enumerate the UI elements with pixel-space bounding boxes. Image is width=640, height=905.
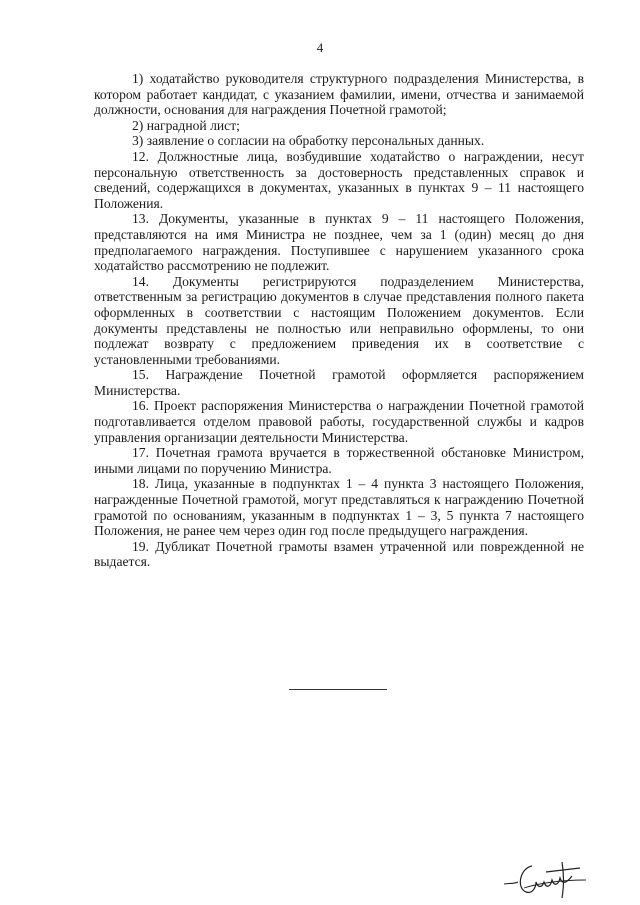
paragraph-subitem-1: 1) ходатайство руководителя структурного подразделения Министерства, в котором работает кандидат, с указанием фамилии, имени, отчества и занимаемой должности, основания для награждения Почетной грамотой; bbox=[94, 71, 584, 118]
paragraph-subitem-3: 3) заявление о согласии на обработку персональных данных. bbox=[132, 133, 485, 149]
paragraph-clause-12: 12. Должностные лица, возбудившие ходатайство о награждении, несут персональную ответственность за достоверность представленных справок и сведений, содержащихся в документах, указанных в пунктах 9 – 11 настоящего Положения. bbox=[94, 148, 584, 211]
paragraph-clause-19: 19. Дубликат Почетной грамоты взамен утраченной или поврежденной не выдается. bbox=[94, 538, 584, 570]
paragraph-subitem-2: 2) наградной лист; bbox=[132, 117, 240, 133]
paragraph-clause-17: 17. Почетная грамота вручается в торжественной обстановке Министром, иными лицами по поручению Министра. bbox=[94, 445, 584, 476]
paragraph-clause-15: 15. Награждение Почетной грамотой оформляется распоряжением Министерства. bbox=[94, 367, 584, 398]
end-separator-line bbox=[289, 689, 387, 690]
handwritten-signature bbox=[502, 858, 592, 902]
paragraph-clause-18: 18. Лица, указанные в подпунктах 1 – 4 пункта 3 настоящего Положения, награжденные Почетной грамотой, могут представляться к награждению Почетной грамотой по основаниям, указанным в подпунктах 1 – 3, 5 пункта 7 настоящего Положения, не ранее чем через один год после предыдущего награждения. bbox=[94, 476, 584, 539]
paragraph-clause-16: 16. Проект распоряжения Министерства о награждении Почетной грамотой подготавливается отделом правовой работы, государственной службы и кадров управления организации деятельности Министерства. bbox=[94, 398, 584, 445]
paragraph-clause-14: 14. Документы регистрируются подразделением Министерства, ответственным за регистрацию документов в случае представления полного пакета оформленных в соответствии с настоящим Положением документов. Если документы представлены не полностью или неправильно оформлены, то они подлежат возврату с предложением приведения их в соответствие с установленными требованиями. bbox=[94, 273, 584, 367]
paragraph-clause-13: 13. Документы, указанные в пунктах 9 – 11 настоящего Положения, представляются на имя Министра не позднее, чем за 1 (один) месяц до дня предполагаемого награждения. Поступившее с нарушением указанного срока ходатайство рассмотрению не подлежит. bbox=[94, 211, 584, 274]
document-body bbox=[94, 71, 584, 570]
page-number: 4 bbox=[316, 40, 324, 55]
